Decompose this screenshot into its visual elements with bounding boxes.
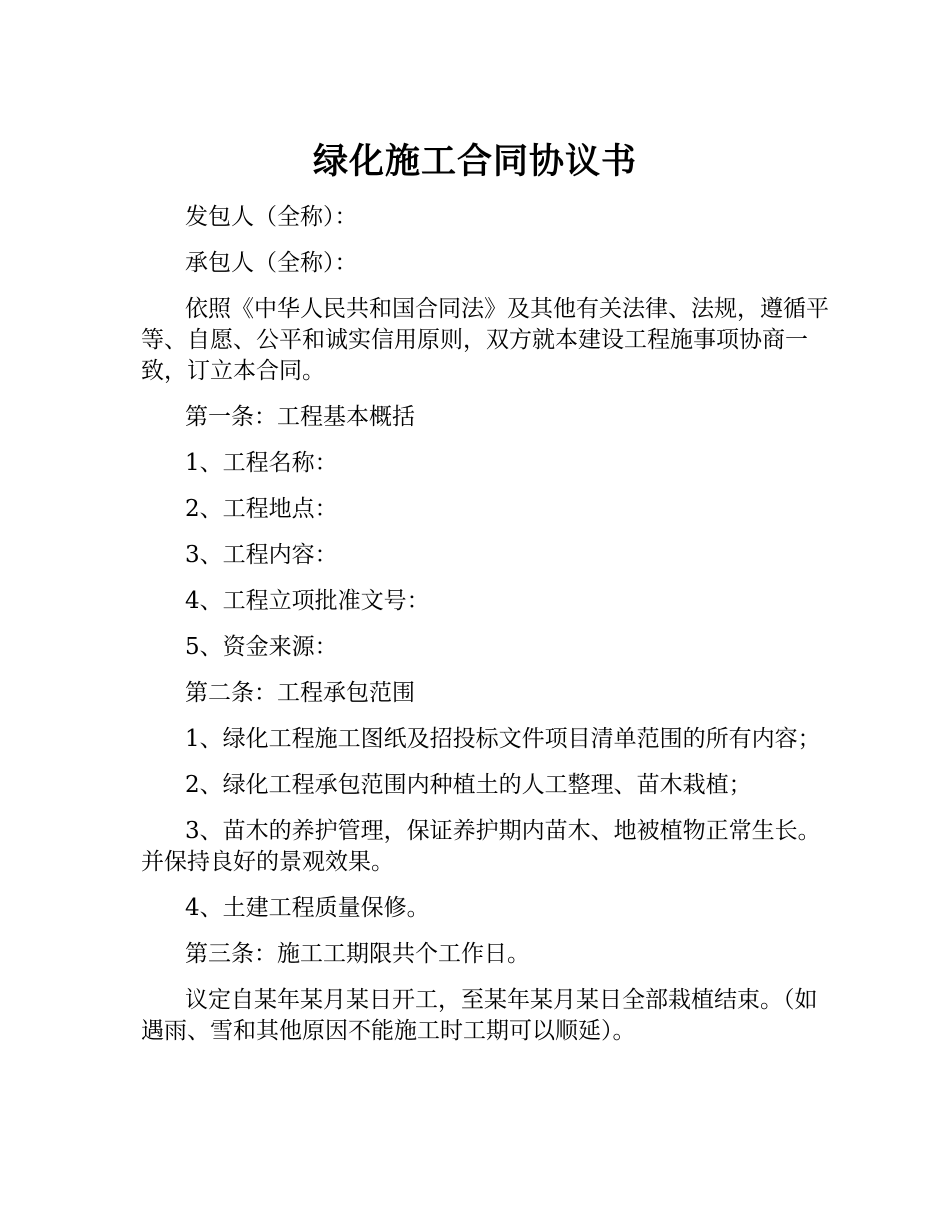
article-2-heading: 第二条：工程承包范围 (185, 680, 415, 706)
article-3-schedule: 议定自某年某月某日开工，至某年某月某日全部栽植结束。（如遇雨、雪和其他原因不能施工时工期可以顺延）。 (141, 987, 818, 1044)
article-1-item-5: 5、资金来源： (185, 634, 338, 660)
article-1-item-1: 1、工程名称： (185, 450, 338, 476)
article-2-item-2: 2、绿化工程承包范围内种植土的人工整理、苗木栽植； (185, 772, 752, 798)
paragraph-employer: 发包人（全称）： (185, 204, 358, 230)
article-2-item-3: 3、苗木的养护管理，保证养护期内苗木、地被植物正常生长。并保持良好的景观效果。 (141, 818, 821, 875)
document-body (141, 202, 831, 1062)
article-3-heading: 第三条：施工工期限共个工作日。 (185, 941, 530, 967)
article-1-item-2: 2、工程地点： (185, 496, 338, 522)
document-title: 绿化施工合同协议书 (312, 142, 637, 183)
article-1-item-4: 4、工程立项批准文号： (185, 588, 430, 614)
article-1-heading: 第一条：工程基本概括 (185, 404, 415, 430)
paragraph-contractor: 承包人（全称）： (185, 250, 358, 276)
article-2-item-4: 4、土建工程质量保修。 (185, 895, 430, 921)
paragraph-preamble: 依照《中华人民共和国合同法》及其他有关法律、法规，遵循平等、自愿、公平和诚实信用原则，双方就本建设工程施事项协商一致，订立本合同。 (141, 296, 829, 384)
article-1-item-3: 3、工程内容： (185, 542, 338, 568)
article-2-item-1: 1、绿化工程施工图纸及招投标文件项目清单范围的所有内容； (185, 726, 821, 752)
